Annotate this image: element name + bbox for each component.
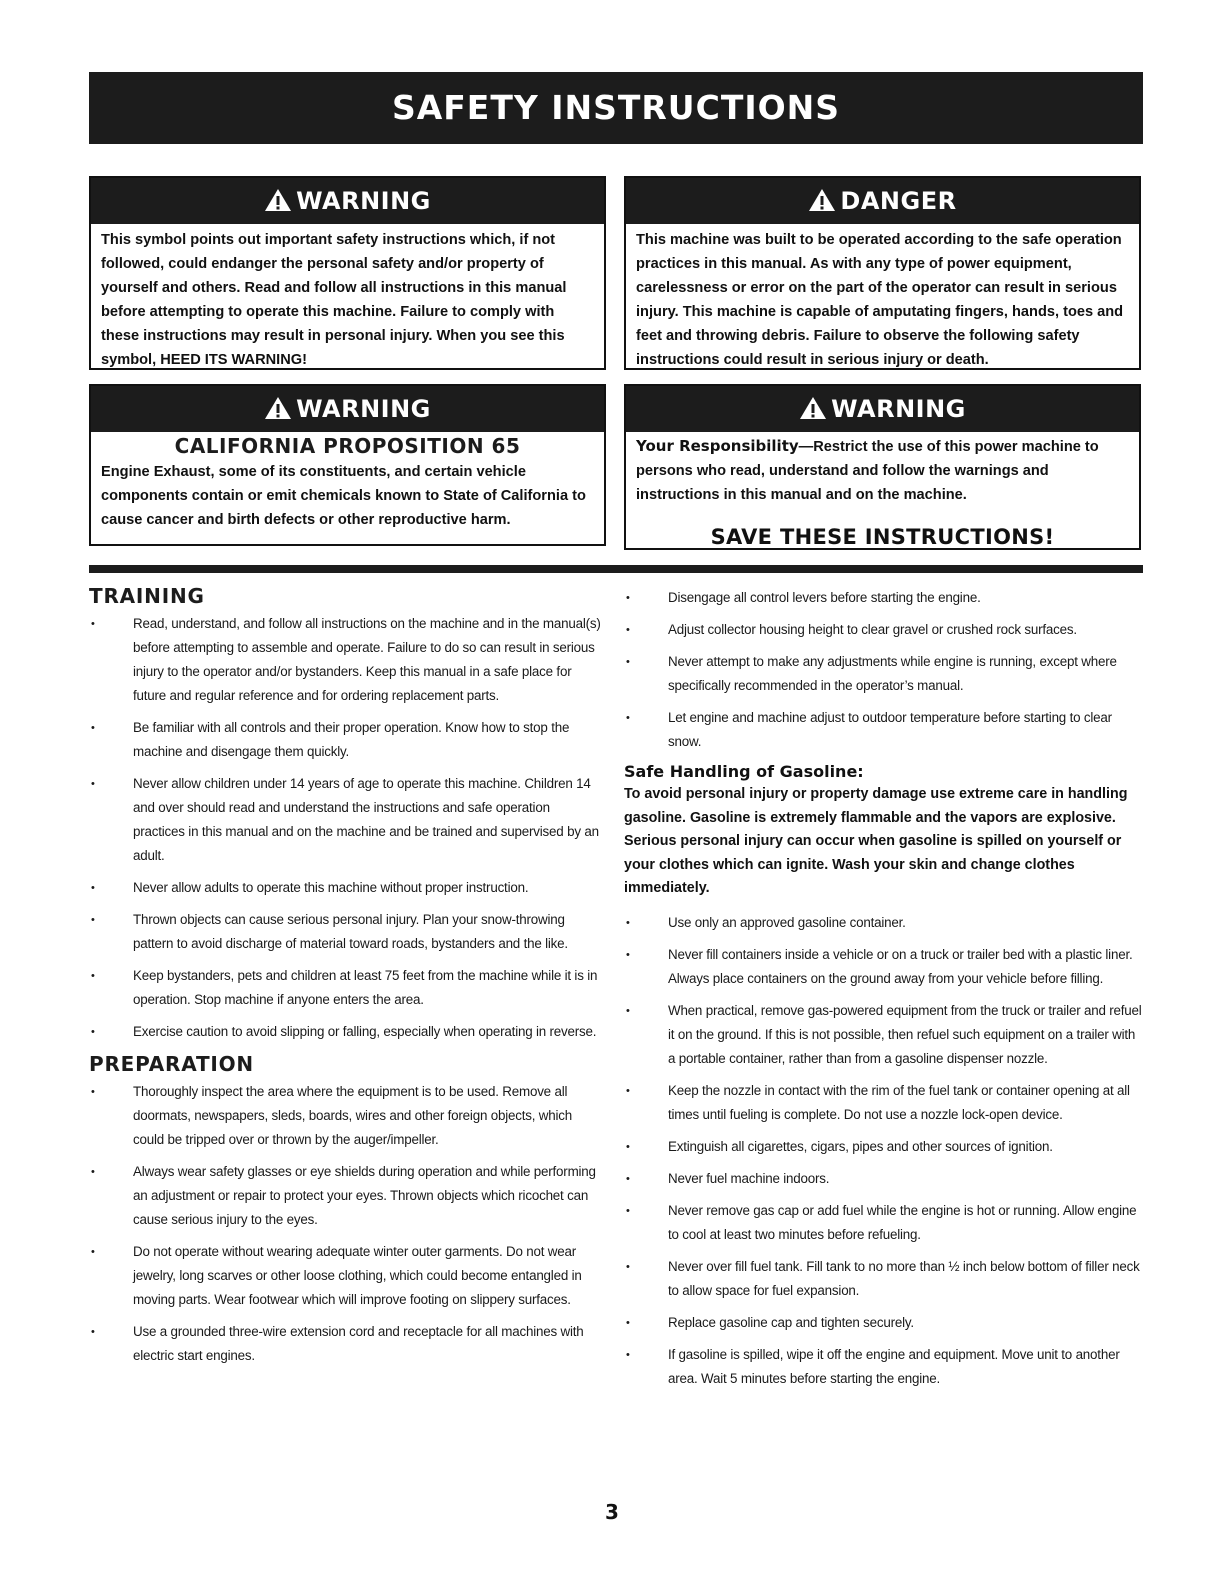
page-title: SAFETY INSTRUCTIONS	[89, 72, 1143, 144]
list-item: • Read, understand, and follow all instructions on the machine and in the manual(s) before attempting to assemble and operate. Failure to do so can result in serious injury to the operator and/or bystanders. Keep this manual in a safe place for future and regular reference and for ordering replacement parts.	[89, 612, 604, 708]
warning-label: WARNING	[296, 187, 431, 215]
section-divider	[89, 565, 1143, 573]
list-item: • Never allow adults to operate this machine without proper instruction.	[89, 876, 604, 900]
right-column	[624, 586, 1144, 1399]
gasoline-heading: Safe Handling of Gasoline:	[624, 762, 864, 781]
list-item: • Never fuel machine indoors.	[624, 1167, 1144, 1191]
warning-triangle-icon	[808, 188, 836, 212]
danger-text: This machine was built to be operated according to the safe operation practices in this manual. As with any type of power equipment, carelessness or error on the part of the operator can result in serious injury. This machine is capable of amputating fingers, hands, toes and feet and throwing debris. Failure to observe the following safety instructions could result in serious injury or death.	[636, 232, 1124, 368]
list-item: • Use only an approved gasoline container.	[624, 911, 1144, 935]
prop65-title: CALIFORNIA PROPOSITION 65	[174, 434, 521, 458]
warning-label: WARNING	[831, 395, 966, 423]
list-item: • Use a grounded three-wire extension cord and receptacle for all machines with electric start engines.	[89, 1320, 604, 1368]
save-instructions: SAVE THESE INSTRUCTIONS!	[710, 525, 1055, 549]
training-list	[89, 612, 604, 1044]
list-item: • Do not operate without wearing adequate winter outer garments. Do not wear jewelry, long scarves or other loose clothing, which could become entangled in moving parts. Wear footwear which will improve footing on slippery surfaces.	[89, 1240, 604, 1312]
warning-triangle-icon	[264, 396, 292, 420]
warning-box-responsibility	[624, 384, 1141, 550]
preparation-list-continued	[624, 586, 1144, 754]
left-column	[89, 584, 604, 1376]
preparation-heading: PREPARATION	[89, 1052, 254, 1076]
warning-triangle-icon	[264, 188, 292, 212]
prop65-text: Engine Exhaust, some of its constituents, and certain vehicle components contain or emit chemicals known to State of California to cause cancer and birth defects or other reproductive harm.	[101, 464, 586, 528]
list-item: • Keep the nozzle in contact with the rim of the fuel tank or container opening at all times until fueling is complete. Do not use a nozzle lock-open device.	[624, 1079, 1144, 1127]
warning-box-symbol	[89, 176, 606, 370]
warning-header	[91, 386, 604, 432]
training-heading: TRAINING	[89, 584, 205, 608]
list-item: • Adjust collector housing height to clear gravel or crushed rock surfaces.	[624, 618, 1144, 642]
danger-header	[626, 178, 1139, 224]
responsibility-lead: Your Responsibility	[636, 437, 799, 455]
danger-label: DANGER	[840, 187, 957, 215]
list-item: • Never fill containers inside a vehicle or on a truck or trailer bed with a plastic liner. Always place containers on the ground away from your vehicle before filling.	[624, 943, 1144, 991]
warning-text: This symbol points out important safety instructions which, if not followed, could endanger the personal safety and/or property of yourself and others. Read and follow all instructions in this manual before attempting to operate this machine. Failure to comply with these instructions may result in personal injury. When you see this symbol, HEED ITS WARNING!	[101, 232, 567, 368]
list-item: • Thoroughly inspect the area where the equipment is to be used. Remove all doormats, newspapers, sleds, boards, wires and other foreign objects, which could be tripped over or thrown by the auger/impeller.	[89, 1080, 604, 1152]
list-item: • Never remove gas cap or add fuel while the engine is hot or running. Allow engine to cool at least two minutes before refueling.	[624, 1199, 1144, 1247]
list-item: • If gasoline is spilled, wipe it off the engine and equipment. Move unit to another area. Wait 5 minutes before starting the engine.	[624, 1343, 1144, 1391]
list-item: • Exercise caution to avoid slipping or falling, especially when operating in reverse.	[89, 1020, 604, 1044]
list-item: • Extinguish all cigarettes, cigars, pipes and other sources of ignition.	[624, 1135, 1144, 1159]
page-number: 3	[605, 1500, 619, 1524]
warning-triangle-icon	[799, 396, 827, 420]
gasoline-list	[624, 911, 1144, 1391]
responsibility-text	[626, 432, 1139, 513]
list-item: • When practical, remove gas-powered equipment from the truck or trailer and refuel it on the ground. If this is not possible, then refuel such equipment on a trailer with a portable container, rather than from a gasoline dispenser nozzle.	[624, 999, 1144, 1071]
list-item: • Always wear safety glasses or eye shields during operation and while performing an adjustment or repair to protect your eyes. Thrown objects which ricochet can cause serious injury to the eyes.	[89, 1160, 604, 1232]
preparation-list	[89, 1080, 604, 1368]
list-item: • Thrown objects can cause serious personal injury. Plan your snow-throwing pattern to avoid discharge of material toward roads, bystanders and the like.	[89, 908, 604, 956]
warning-label: WARNING	[296, 395, 431, 423]
list-item: • Never allow children under 14 years of age to operate this machine. Children 14 and over should read and understand the instructions and safe operation practices in this manual and on the machine and be trained and supervised by an adult.	[89, 772, 604, 868]
list-item: • Never over fill fuel tank. Fill tank to no more than ½ inch below bottom of filler neck to allow space for fuel expansion.	[624, 1255, 1144, 1303]
gasoline-warning: To avoid personal injury or property damage use extreme care in handling gasoline. Gasoline is extremely flammable and the vapors are explosive. Serious personal injury can occur when gasoline is spilled on yourself or your clothes which can ignite. Wash your skin and change clothes immediately.	[624, 786, 1128, 896]
list-item: • Be familiar with all controls and their proper operation. Know how to stop the machine and disengage them quickly.	[89, 716, 604, 764]
warning-header	[626, 386, 1139, 432]
list-item: • Keep bystanders, pets and children at least 75 feet from the machine while it is in operation. Stop machine if anyone enters the area.	[89, 964, 604, 1012]
list-item: • Never attempt to make any adjustments while engine is running, except where specifically recommended in the operator’s manual.	[624, 650, 1144, 698]
danger-box	[624, 176, 1141, 370]
warning-header	[91, 178, 604, 224]
list-item: • Let engine and machine adjust to outdoor temperature before starting to clear snow.	[624, 706, 1144, 754]
responsibility-body: —Restrict the use of this power machine to persons who read, understand and follow the warnings and instructions in this manual and on the machine.	[636, 439, 1099, 503]
list-item: • Replace gasoline cap and tighten securely.	[624, 1311, 1144, 1335]
list-item: • Disengage all control levers before starting the engine.	[624, 586, 1144, 610]
warning-box-prop65	[89, 384, 606, 546]
